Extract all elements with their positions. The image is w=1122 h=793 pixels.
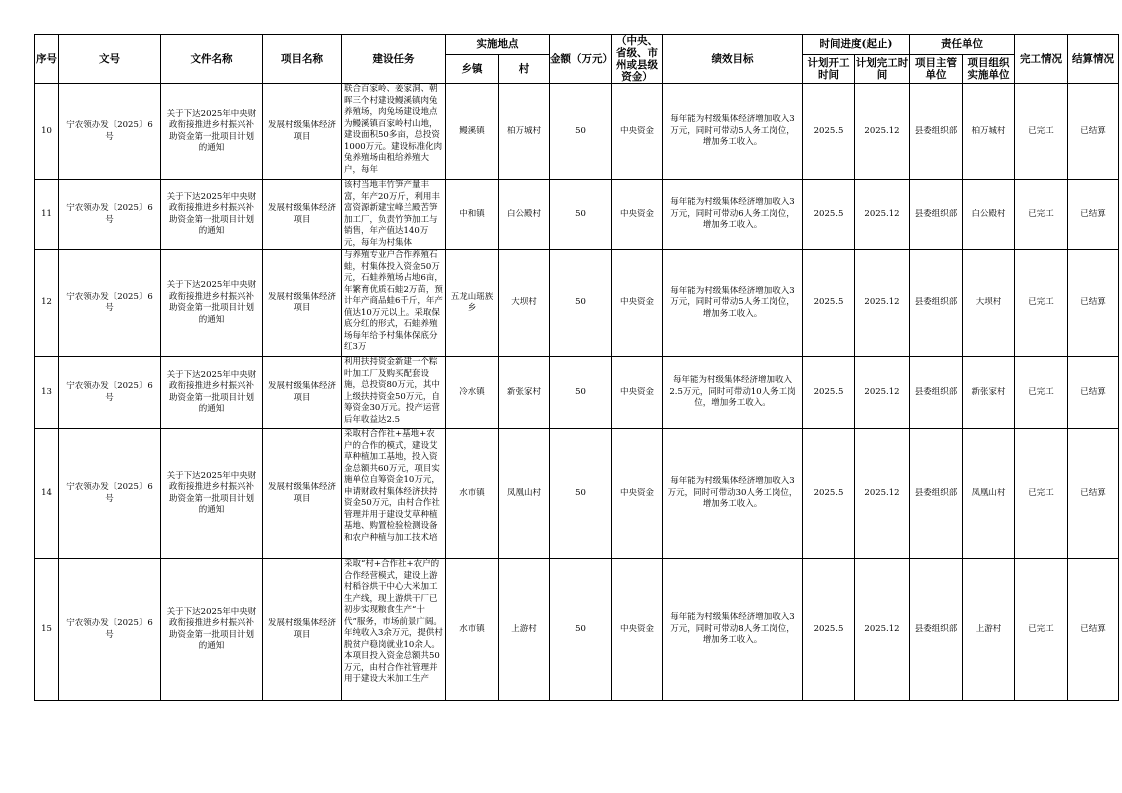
cell-finish-time <box>855 250 910 357</box>
cell-finish-time-text: 2025.12 <box>864 487 900 498</box>
cell-seq-text: 11 <box>41 208 52 219</box>
cell-impl-unit-text: 凤凰山村 <box>971 487 1006 498</box>
cell-fund-level-text: 中央资金 <box>619 623 654 634</box>
cell-construction-task-text: 该村当地丰竹笋产量丰富，年产20万斤，利用丰富资源新建宝峰兰殿苦笋加工厂，负责竹笋加工与销售，年产值达140万元，每年为村集体 <box>344 180 440 248</box>
cell-doc-no-text: 宁农领办发〔2025〕6号 <box>66 120 153 142</box>
cell-doc-name <box>161 180 263 250</box>
cell-fund-level <box>612 559 663 701</box>
cell-doc-name-text: 关于下达2025年中央财政衔接推进乡村振兴补助资金第一批项目计划的通知 <box>166 606 257 651</box>
table-row <box>35 357 1119 429</box>
cell-construction-task-text: 利用扶持资金新建一个粽叶加工厂及购买配套设施，总投资80万元，其中上级扶持资金50万元，自筹资金30万元。投产运营后年收益达2.5 <box>344 357 440 425</box>
cell-village <box>499 180 550 250</box>
cell-construction-task <box>342 180 446 250</box>
cell-main-dept <box>910 84 963 180</box>
cell-settlement-text: 已结算 <box>1080 297 1106 308</box>
cell-project-name <box>263 559 342 701</box>
cell-performance-goal-text: 每年能为村级集体经济增加收入3万元，同时可带动8人务工岗位，增加务工收入。 <box>670 612 795 646</box>
cell-seq <box>35 429 59 559</box>
cell-project-name <box>263 357 342 429</box>
cell-settlement <box>1068 559 1119 701</box>
cell-seq-text: 12 <box>41 297 52 308</box>
header-project-name: 项目名称 <box>263 35 342 84</box>
cell-town <box>446 559 499 701</box>
cell-town-text: 鳗溪镇 <box>459 125 485 136</box>
cell-performance-goal <box>663 559 803 701</box>
cell-completion <box>1015 250 1068 357</box>
cell-project-name-text: 发展村级集体经济项目 <box>267 291 336 313</box>
cell-town-text: 五龙山瑶族乡 <box>450 291 494 313</box>
cell-fund-level <box>612 180 663 250</box>
cell-impl-unit <box>963 429 1015 559</box>
cell-main-dept-text: 县委组织部 <box>914 297 958 308</box>
cell-finish-time-text: 2025.12 <box>864 297 900 308</box>
header-schedule: 时间进度(起止) <box>803 35 910 55</box>
cell-seq <box>35 559 59 701</box>
header-main-dept: 项目主管单位 <box>910 54 963 83</box>
cell-completion-text: 已完工 <box>1028 386 1054 397</box>
cell-doc-no-text: 宁农领办发〔2025〕6号 <box>66 482 153 504</box>
cell-amount-text: 50 <box>575 386 586 397</box>
cell-settlement-text: 已结算 <box>1080 487 1106 498</box>
cell-fund-level-text: 中央资金 <box>619 208 654 219</box>
cell-doc-no <box>59 250 161 357</box>
cell-project-name-text: 发展村级集体经济项目 <box>267 203 336 225</box>
cell-seq <box>35 84 59 180</box>
cell-completion-text: 已完工 <box>1028 623 1054 634</box>
cell-performance-goal <box>663 180 803 250</box>
cell-doc-no-text: 宁农领办发〔2025〕6号 <box>66 381 153 403</box>
cell-impl-unit-text: 新张家村 <box>971 386 1006 397</box>
cell-fund-level-text: 中央资金 <box>619 125 654 136</box>
cell-completion-text: 已完工 <box>1028 208 1054 219</box>
table-row <box>35 250 1119 357</box>
cell-doc-name <box>161 559 263 701</box>
cell-finish-time <box>855 357 910 429</box>
cell-construction-task-text: 采取“村+合作社+农户的合作经营模式，建设上游村稻谷烘干中心大米加工生产线，现上游烘干厂已初步实现粮食生产“十代”服务，市场前景广阔。年纯收入3余万元，提供村脱贫户稳岗就业10余人。本项目投入资金总额共50万元，由村合作社管理并用于建设大米加工生产 <box>344 559 443 684</box>
header-start-time: 计划开工时间 <box>803 54 855 83</box>
cell-fund-level <box>612 84 663 180</box>
cell-performance-goal-text: 每年能为村级集体经济增加收入3万元，同时可带动5人务工岗位，增加务工收入。 <box>670 285 795 319</box>
cell-impl-unit-text: 上游村 <box>975 623 1002 634</box>
cell-town-text: 水市镇 <box>459 623 485 634</box>
cell-impl-unit-text: 柏万城村 <box>971 125 1006 136</box>
cell-completion-text: 已完工 <box>1028 297 1054 308</box>
cell-seq-text: 13 <box>41 386 52 397</box>
cell-impl-unit <box>963 559 1015 701</box>
cell-impl-unit <box>963 84 1015 180</box>
cell-construction-task <box>342 429 446 559</box>
cell-town <box>446 84 499 180</box>
cell-start-time-text: 2025.5 <box>813 125 844 136</box>
cell-start-time <box>803 84 855 180</box>
cell-performance-goal-text: 每年能为村级集体经济增加收入3万元，同时可带动30人务工岗位，增加务工收入。 <box>667 476 798 510</box>
cell-town <box>446 180 499 250</box>
cell-fund-level-text: 中央资金 <box>619 386 654 397</box>
cell-start-time-text: 2025.5 <box>813 297 844 308</box>
cell-main-dept-text: 县委组织部 <box>914 623 958 634</box>
cell-amount-text: 50 <box>575 487 586 498</box>
cell-village <box>499 429 550 559</box>
cell-start-time-text: 2025.5 <box>813 386 844 397</box>
cell-impl-unit <box>963 180 1015 250</box>
cell-town <box>446 250 499 357</box>
cell-performance-goal <box>663 84 803 180</box>
cell-seq <box>35 180 59 250</box>
cell-doc-name <box>161 357 263 429</box>
cell-impl-unit-text: 白公殿村 <box>971 208 1006 219</box>
cell-performance-goal <box>663 357 803 429</box>
cell-main-dept <box>910 429 963 559</box>
cell-project-name <box>263 429 342 559</box>
cell-settlement-text: 已结算 <box>1080 623 1106 634</box>
cell-completion <box>1015 559 1068 701</box>
cell-doc-name-text: 关于下达2025年中央财政衔接推进乡村振兴补助资金第一批项目计划的通知 <box>166 108 257 153</box>
cell-doc-no-text: 宁农领办发〔2025〕6号 <box>66 291 153 313</box>
header-finish-time: 计划完工时间 <box>855 54 910 83</box>
cell-project-name <box>263 180 342 250</box>
cell-finish-time-text: 2025.12 <box>864 125 900 136</box>
cell-construction-task <box>342 357 446 429</box>
cell-project-name <box>263 84 342 180</box>
cell-fund-level <box>612 250 663 357</box>
table-body <box>35 84 1119 701</box>
header-construction-task: 建设任务 <box>342 35 446 84</box>
cell-amount <box>550 250 612 357</box>
cell-performance-goal <box>663 250 803 357</box>
cell-seq <box>35 357 59 429</box>
cell-project-name-text: 发展村级集体经济项目 <box>267 618 336 640</box>
cell-project-name-text: 发展村级集体经济项目 <box>267 381 336 403</box>
cell-completion-text: 已完工 <box>1028 125 1054 136</box>
cell-amount <box>550 180 612 250</box>
cell-amount <box>550 559 612 701</box>
cell-doc-no <box>59 559 161 701</box>
cell-construction-task-text: 与养殖专业户合作养殖石蛙，村集体投入资金50万元，石蛙养殖场占地6亩，年繁育优质石蛙2万苗，预计年产商品蛙6千斤，年产值达10万元以上。采取保底分红的形式，石蛙养殖场每年给予村集体保底分红3万 <box>344 250 443 352</box>
header-doc-name: 文件名称 <box>161 35 263 84</box>
header-town: 乡镇 <box>446 54 499 83</box>
cell-amount-text: 50 <box>575 623 586 634</box>
cell-main-dept-text: 县委组织部 <box>914 208 958 219</box>
cell-start-time <box>803 559 855 701</box>
cell-start-time <box>803 250 855 357</box>
cell-doc-name <box>161 250 263 357</box>
cell-project-name <box>263 250 342 357</box>
project-table <box>34 34 1119 701</box>
cell-settlement <box>1068 84 1119 180</box>
cell-finish-time <box>855 429 910 559</box>
cell-main-dept <box>910 250 963 357</box>
cell-settlement <box>1068 429 1119 559</box>
cell-impl-unit <box>963 250 1015 357</box>
table-row <box>35 559 1119 701</box>
header-doc-no: 文号 <box>59 35 161 84</box>
cell-completion-text: 已完工 <box>1028 487 1054 498</box>
cell-start-time <box>803 429 855 559</box>
cell-seq-text: 10 <box>41 125 52 136</box>
cell-start-time <box>803 180 855 250</box>
cell-performance-goal-text: 每年能为村级集体经济增加收入3万元，同时可带动5人务工岗位，增加务工收入。 <box>670 114 795 148</box>
table-row <box>35 180 1119 250</box>
cell-start-time-text: 2025.5 <box>813 623 844 634</box>
cell-village <box>499 84 550 180</box>
cell-doc-name <box>161 429 263 559</box>
cell-town <box>446 357 499 429</box>
cell-settlement-text: 已结算 <box>1080 125 1106 136</box>
cell-doc-name-text: 关于下达2025年中央财政衔接推进乡村振兴补助资金第一批项目计划的通知 <box>166 280 257 325</box>
header-amount: 金额（万元） <box>550 35 612 84</box>
cell-village <box>499 357 550 429</box>
cell-settlement <box>1068 250 1119 357</box>
cell-seq <box>35 250 59 357</box>
cell-amount-text: 50 <box>575 125 586 136</box>
cell-project-name-text: 发展村级集体经济项目 <box>267 482 336 504</box>
cell-doc-no-text: 宁农领办发〔2025〕6号 <box>66 203 153 225</box>
cell-seq-text: 14 <box>41 487 52 498</box>
cell-doc-no <box>59 429 161 559</box>
cell-completion <box>1015 180 1068 250</box>
cell-fund-level <box>612 429 663 559</box>
cell-fund-level <box>612 357 663 429</box>
cell-doc-no <box>59 180 161 250</box>
cell-doc-name-text: 关于下达2025年中央财政衔接推进乡村振兴补助资金第一批项目计划的通知 <box>166 369 257 414</box>
cell-doc-no <box>59 357 161 429</box>
header-settlement: 结算情况 <box>1068 35 1119 84</box>
cell-impl-unit-text: 大坝村 <box>975 297 1002 308</box>
cell-settlement-text: 已结算 <box>1080 208 1106 219</box>
cell-doc-name <box>161 84 263 180</box>
header-seq: 序号 <box>35 35 59 84</box>
header-performance-goal: 绩效目标 <box>663 35 803 84</box>
cell-doc-name-text: 关于下达2025年中央财政衔接推进乡村振兴补助资金第一批项目计划的通知 <box>166 470 257 515</box>
cell-doc-no-text: 宁农领办发〔2025〕6号 <box>66 618 153 640</box>
cell-main-dept <box>910 559 963 701</box>
cell-finish-time-text: 2025.12 <box>864 386 900 397</box>
cell-fund-level-text: 中央资金 <box>619 297 654 308</box>
cell-settlement-text: 已结算 <box>1080 386 1106 397</box>
cell-village-text: 柏万城村 <box>506 125 541 136</box>
cell-construction-task <box>342 84 446 180</box>
cell-village-text: 上游村 <box>511 623 537 634</box>
cell-start-time <box>803 357 855 429</box>
cell-performance-goal <box>663 429 803 559</box>
cell-amount <box>550 429 612 559</box>
cell-town-text: 水市镇 <box>459 487 485 498</box>
cell-village-text: 凤凰山村 <box>506 487 541 498</box>
cell-village-text: 白公殿村 <box>506 208 541 219</box>
header-impl-unit: 项目组织实施单位 <box>963 54 1015 83</box>
cell-completion <box>1015 84 1068 180</box>
cell-fund-level-text: 中央资金 <box>619 487 654 498</box>
cell-finish-time <box>855 84 910 180</box>
header-completion: 完工情况 <box>1015 35 1068 84</box>
cell-village <box>499 559 550 701</box>
cell-town-text: 中和镇 <box>459 208 485 219</box>
cell-finish-time-text: 2025.12 <box>864 623 900 634</box>
cell-performance-goal-text: 每年能为村级集体经济增加收入3万元，同时可带动6人务工岗位，增加务工收入。 <box>670 197 795 231</box>
cell-amount-text: 50 <box>575 297 586 308</box>
cell-settlement <box>1068 180 1119 250</box>
cell-finish-time <box>855 180 910 250</box>
cell-main-dept-text: 县委组织部 <box>914 386 958 397</box>
cell-main-dept <box>910 357 963 429</box>
cell-completion <box>1015 357 1068 429</box>
cell-finish-time <box>855 559 910 701</box>
header-responsible-unit: 责任单位 <box>910 35 1015 55</box>
cell-performance-goal-text: 每年能为村级集体经济增加收入2.5万元，同时可带动10人务工岗位，增加务工收入。 <box>669 375 796 409</box>
cell-town-text: 冷水镇 <box>459 386 485 397</box>
cell-amount-text: 50 <box>575 208 586 219</box>
cell-village <box>499 250 550 357</box>
cell-construction-task <box>342 250 446 357</box>
header-fund-level: （中央、省级、市州或县级资金） <box>612 35 663 84</box>
cell-town <box>446 429 499 559</box>
cell-village-text: 大坝村 <box>511 297 537 308</box>
cell-amount <box>550 84 612 180</box>
table-row <box>35 429 1119 559</box>
cell-construction-task-text: 联合百家岭、姜家洞、朝晖三个村建设鳗溪镇肉兔养殖场，肉兔场建设地点为鳗溪镇百家岭村山地，建设面积50多亩，总投资1000万元。建设标准化肉兔养殖场由租给养殖大户，每年 <box>344 84 443 175</box>
cell-main-dept <box>910 180 963 250</box>
cell-settlement <box>1068 357 1119 429</box>
cell-start-time-text: 2025.5 <box>813 208 844 219</box>
cell-start-time-text: 2025.5 <box>813 487 844 498</box>
cell-impl-unit <box>963 357 1015 429</box>
cell-completion <box>1015 429 1068 559</box>
cell-finish-time-text: 2025.12 <box>864 208 900 219</box>
cell-main-dept-text: 县委组织部 <box>914 487 958 498</box>
cell-doc-no <box>59 84 161 180</box>
cell-amount <box>550 357 612 429</box>
header-location: 实施地点 <box>446 35 550 55</box>
cell-main-dept-text: 县委组织部 <box>914 125 958 136</box>
table-row <box>35 84 1119 180</box>
cell-construction-task <box>342 559 446 701</box>
cell-seq-text: 15 <box>41 623 52 634</box>
cell-village-text: 新张家村 <box>506 386 541 397</box>
header-village: 村 <box>499 54 550 83</box>
cell-project-name-text: 发展村级集体经济项目 <box>267 120 336 142</box>
cell-doc-name-text: 关于下达2025年中央财政衔接推进乡村振兴补助资金第一批项目计划的通知 <box>166 191 257 236</box>
cell-construction-task-text: 采取村合作社+基地+农户的合作的模式，建设艾草种植加工基地，投入资金总额共60万元，项目实施单位自筹资金10万元，申请财政村集体经济扶持资金50万元，由村合作社管理并用于建设艾草种植基地、购置检验检测设备和农户种植与加工技术培 <box>344 429 440 543</box>
